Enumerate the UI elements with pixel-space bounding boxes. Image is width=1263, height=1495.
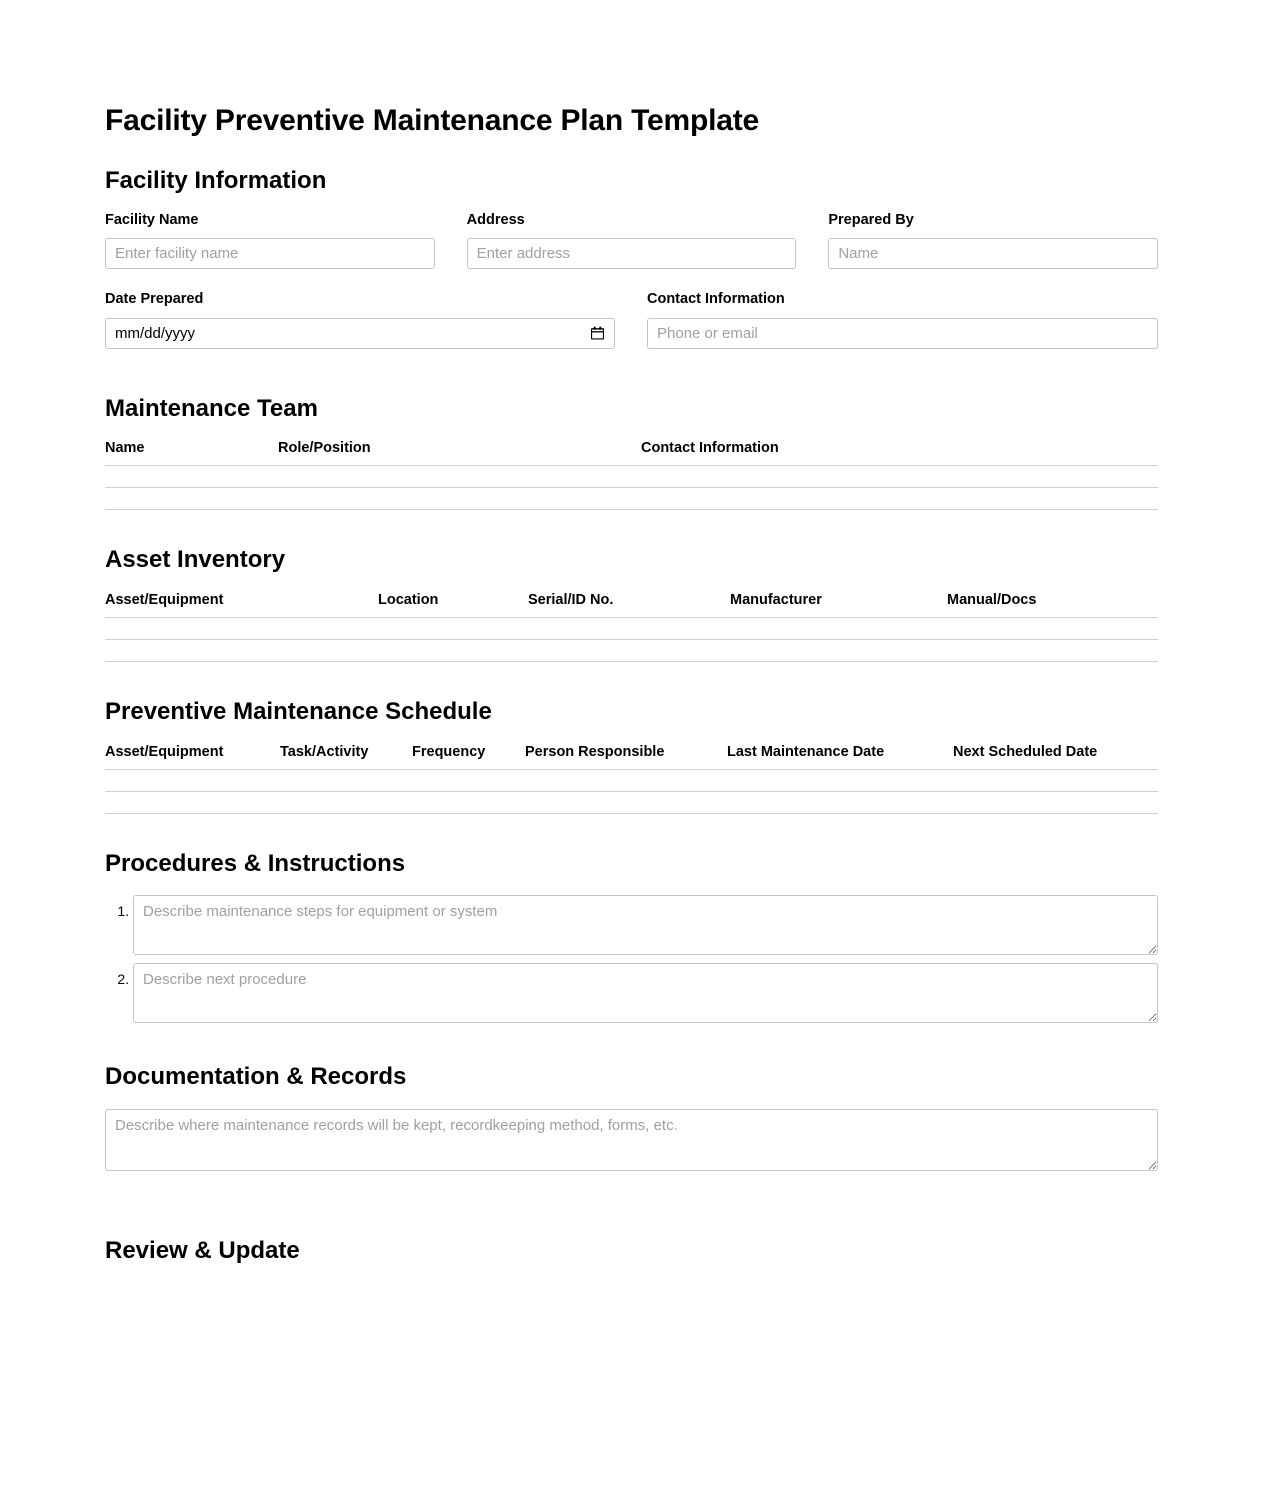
table-header-row <box>105 592 1158 618</box>
field-contact-information <box>647 291 1158 348</box>
documentation-records-field <box>105 1109 1158 1171</box>
column-header-location: Location <box>378 592 528 618</box>
procedure-textarea-2[interactable] <box>133 963 1158 1023</box>
cell-contact-information[interactable] <box>641 488 1158 510</box>
section-asset-inventory <box>105 546 1158 662</box>
cell-role-position[interactable] <box>278 488 641 510</box>
preventive-maintenance-schedule-table <box>105 744 1158 814</box>
column-header-asset-equipment: Asset/Equipment <box>105 744 280 770</box>
label-contact-information: Contact Information <box>647 291 785 308</box>
cell-next-scheduled-date[interactable] <box>953 791 1158 813</box>
maintenance-team-table <box>105 440 1158 510</box>
table-row[interactable] <box>105 488 1158 510</box>
cell-asset-equipment[interactable] <box>105 640 378 662</box>
cell-person-responsible[interactable] <box>525 769 727 791</box>
cell-asset-equipment[interactable] <box>105 791 280 813</box>
section-heading-facility-information: Facility Information <box>105 166 327 194</box>
cell-manufacturer[interactable] <box>730 640 947 662</box>
procedures-list <box>105 895 1158 1023</box>
column-header-name: Name <box>105 440 278 466</box>
section-documentation-records <box>105 1063 1158 1171</box>
address-input[interactable] <box>467 238 797 269</box>
column-header-manual-docs: Manual/Docs <box>947 592 1158 618</box>
documentation-records-textarea[interactable] <box>105 1109 1158 1171</box>
section-heading-review-update: Review & Update <box>105 1236 300 1264</box>
field-address <box>467 212 797 269</box>
label-date-prepared: Date Prepared <box>105 291 204 308</box>
calendar-icon[interactable] <box>591 327 604 340</box>
page-title: Facility Preventive Maintenance Plan Template <box>105 104 760 137</box>
label-address: Address <box>466 212 525 229</box>
list-item <box>133 895 1158 955</box>
cell-serial-id-no[interactable] <box>528 618 730 640</box>
column-header-serial-id-no: Serial/ID No. <box>528 592 730 618</box>
facility-name-input[interactable] <box>105 238 435 269</box>
section-heading-procedures-instructions: Procedures & Instructions <box>105 849 406 877</box>
cell-location[interactable] <box>378 618 528 640</box>
field-facility-name <box>105 212 435 269</box>
column-header-frequency: Frequency <box>412 744 525 770</box>
table-row[interactable] <box>105 618 1158 640</box>
column-header-task-activity: Task/Activity <box>280 744 412 770</box>
column-header-manufacturer: Manufacturer <box>730 592 947 618</box>
cell-name[interactable] <box>105 488 278 510</box>
facility-info-row-2 <box>105 291 1158 348</box>
field-prepared-by <box>828 212 1158 269</box>
table-header-row <box>105 440 1158 466</box>
section-spacer <box>105 1201 1158 1237</box>
cell-last-maintenance-date[interactable] <box>727 769 953 791</box>
table-row[interactable] <box>105 466 1158 488</box>
cell-frequency[interactable] <box>412 791 525 813</box>
table-header-row <box>105 744 1158 770</box>
cell-name[interactable] <box>105 466 278 488</box>
column-header-asset-equipment: Asset/Equipment <box>105 592 378 618</box>
cell-asset-equipment[interactable] <box>105 618 378 640</box>
section-maintenance-team <box>105 395 1158 511</box>
section-heading-documentation-records: Documentation & Records <box>105 1063 407 1091</box>
section-heading-maintenance-team: Maintenance Team <box>105 394 318 422</box>
cell-location[interactable] <box>378 640 528 662</box>
section-heading-asset-inventory: Asset Inventory <box>105 546 286 574</box>
cell-asset-equipment[interactable] <box>105 769 280 791</box>
contact-information-input[interactable] <box>647 318 1158 349</box>
date-prepared-input[interactable] <box>105 318 615 349</box>
asset-inventory-table <box>105 592 1158 662</box>
label-facility-name: Facility Name <box>105 212 199 229</box>
section-heading-preventive-maintenance-schedule: Preventive Maintenance Schedule <box>105 698 492 726</box>
table-row[interactable] <box>105 791 1158 813</box>
cell-manual-docs[interactable] <box>947 640 1158 662</box>
table-row[interactable] <box>105 769 1158 791</box>
cell-last-maintenance-date[interactable] <box>727 791 953 813</box>
cell-task-activity[interactable] <box>280 791 412 813</box>
procedure-textarea-1[interactable] <box>133 895 1158 955</box>
section-review-update <box>105 1237 1158 1265</box>
column-header-last-maintenance-date: Last Maintenance Date <box>727 744 953 770</box>
column-header-contact-information: Contact Information <box>641 440 1158 466</box>
cell-manufacturer[interactable] <box>730 618 947 640</box>
column-header-person-responsible: Person Responsible <box>525 744 727 770</box>
section-preventive-maintenance-schedule <box>105 698 1158 814</box>
cell-task-activity[interactable] <box>280 769 412 791</box>
prepared-by-input[interactable] <box>828 238 1158 269</box>
cell-manual-docs[interactable] <box>947 618 1158 640</box>
cell-role-position[interactable] <box>278 466 641 488</box>
label-prepared-by: Prepared By <box>828 212 914 229</box>
section-facility-information <box>105 167 1158 349</box>
list-item <box>133 963 1158 1023</box>
cell-frequency[interactable] <box>412 769 525 791</box>
table-row[interactable] <box>105 640 1158 662</box>
cell-serial-id-no[interactable] <box>528 640 730 662</box>
column-header-next-scheduled-date: Next Scheduled Date <box>953 744 1158 770</box>
column-header-role-position: Role/Position <box>278 440 641 466</box>
section-procedures-instructions <box>105 850 1158 1024</box>
facility-info-row-1 <box>105 212 1158 269</box>
cell-contact-information[interactable] <box>641 466 1158 488</box>
cell-next-scheduled-date[interactable] <box>953 769 1158 791</box>
field-date-prepared <box>105 291 615 348</box>
cell-person-responsible[interactable] <box>525 791 727 813</box>
date-prepared-value: mm/dd/yyyy <box>115 324 196 342</box>
